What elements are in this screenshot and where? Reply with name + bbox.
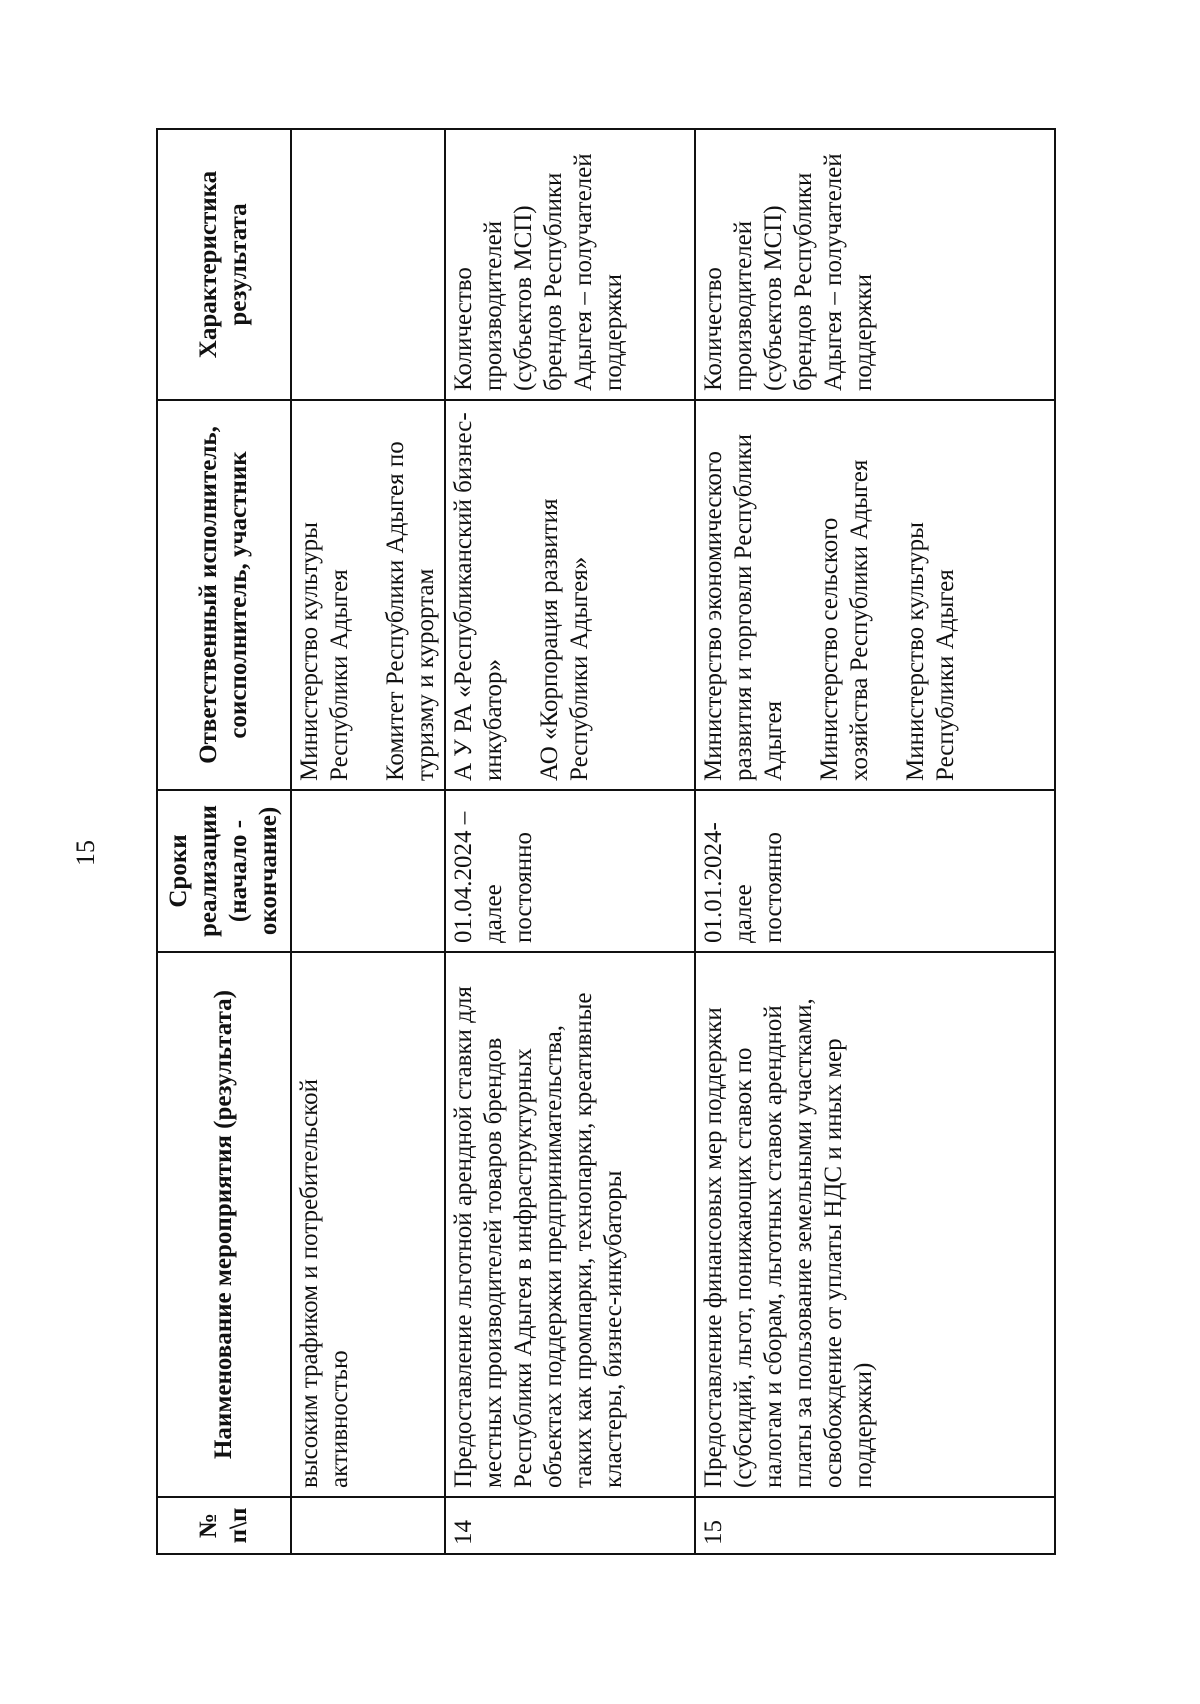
- header-term: Сроки реализации (начало - окончание): [157, 790, 291, 952]
- cell-term: [291, 790, 445, 952]
- cell-num: [291, 1497, 445, 1554]
- responsible-entry: Министерство экономического развития и торговли Республики Адыгея: [700, 433, 787, 781]
- header-responsible: Ответственный исполнитель, соисполнитель, участник: [157, 400, 291, 790]
- cell-term: 01.01.2024- далее постоянно: [695, 790, 1055, 952]
- table-row: [695, 129, 1055, 1554]
- table-row: [445, 129, 695, 1554]
- header-num: № п\п: [157, 1497, 291, 1554]
- cell-characteristic: Количество производителей (субъектов МСП) брендов Республики Адыгея – получателей поддержки: [695, 129, 1055, 400]
- cell-responsible: [291, 400, 445, 790]
- cell-responsible: [445, 400, 695, 790]
- cell-responsible: [695, 400, 1055, 790]
- responsible-entry: АО «Корпорация развития Республики Адыгея»: [536, 498, 593, 781]
- cell-name: Предоставление финансовых мер поддержки (субсидий, льгот, понижающих ставок по налогам и сборам, льготных ставок арендной платы за пользование земельными участками, освобождение от уплаты НДС и иных мер поддержки): [695, 952, 1055, 1497]
- cell-characteristic: Количество производителей (субъектов МСП) брендов Республики Адыгея – получателей поддержки: [445, 129, 695, 400]
- table-row: [291, 129, 445, 1554]
- header-name: Наименование мероприятия (результата): [157, 952, 291, 1497]
- header-characteristic: Характеристика результата: [157, 129, 291, 400]
- cell-num: 15: [695, 1497, 1055, 1554]
- measures-table: [156, 128, 1056, 1555]
- rotated-table-container: [156, 130, 1044, 1555]
- responsible-entry: Министерство культуры Республики Адыгея: [296, 522, 353, 781]
- table-header-row: [157, 129, 291, 1554]
- responsible-entry: А У РА «Республиканский бизнес-инкубатор»: [450, 412, 507, 781]
- cell-name: высоким трафиком и потребительской активностью: [291, 952, 445, 1497]
- responsible-entry: Министерство сельского хозяйства Республики Адыгея: [816, 459, 873, 781]
- responsible-entry: Министерство культуры Республики Адыгея: [902, 522, 959, 781]
- cell-term: 01.04.2024 – далее постоянно: [445, 790, 695, 952]
- cell-characteristic: [291, 129, 445, 400]
- responsible-entry: Комитет Республики Адыгея по туризму и курортам: [382, 441, 439, 781]
- cell-num: 14: [445, 1497, 695, 1554]
- cell-name: Предоставление льготной арендной ставки для местных производителей товаров брендов Республики Адыгея в инфраструктурных объектах поддержки предпринимательства, таких как промпарки, технопарки, креативные кластеры, бизнес-инкубаторы: [445, 952, 695, 1497]
- page-number: 15: [71, 840, 100, 866]
